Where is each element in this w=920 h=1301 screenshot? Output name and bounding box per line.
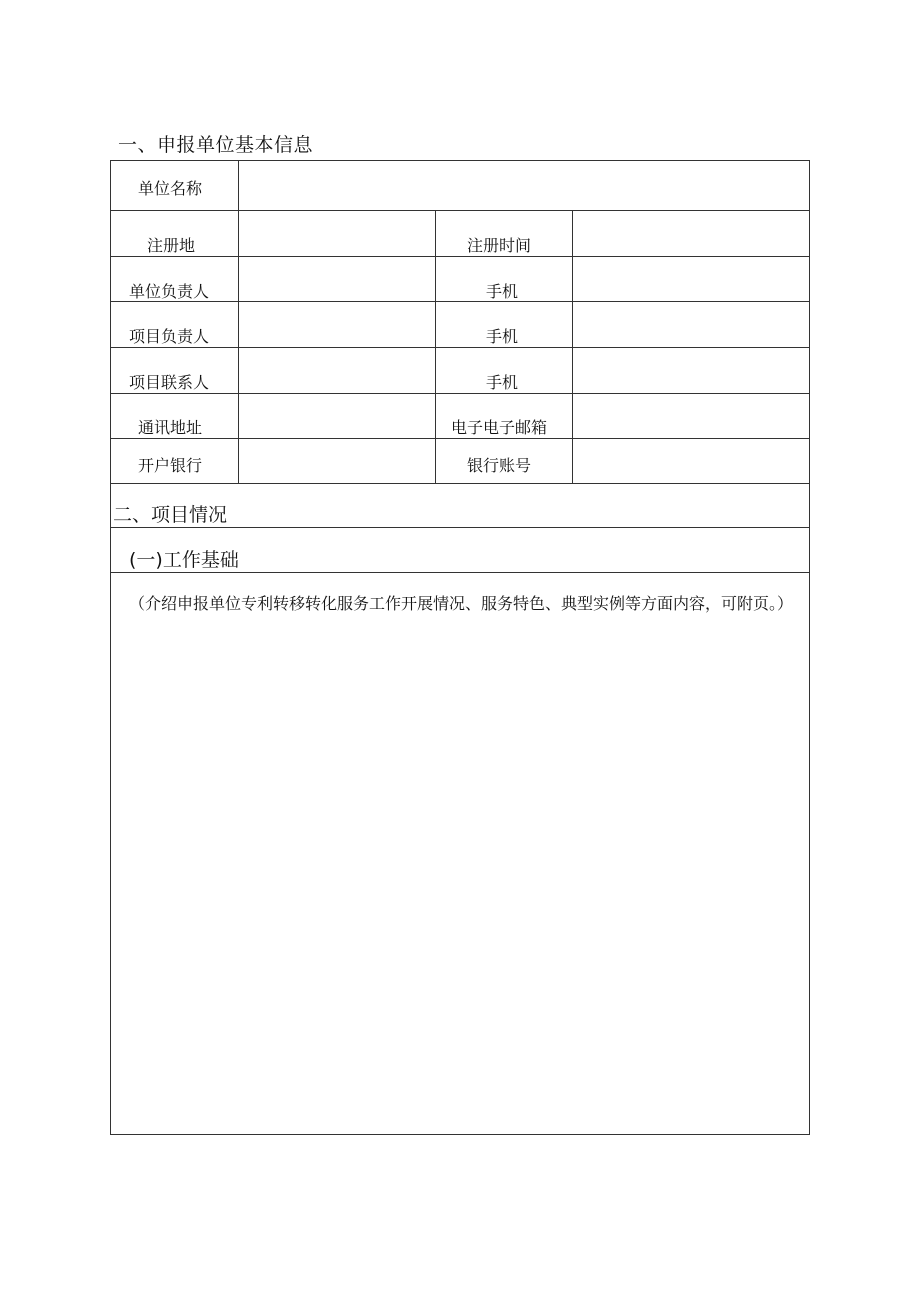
- label-bank: 开户银行: [138, 456, 203, 475]
- input-phone-1[interactable]: [573, 257, 809, 301]
- label-project-leader: 项目负责人: [129, 327, 210, 346]
- input-phone-3[interactable]: [573, 348, 809, 393]
- label-reg-place: 注册地: [147, 236, 196, 255]
- label-unit-leader: 单位负责人: [129, 282, 210, 301]
- label-phone-2: 手机: [486, 327, 519, 346]
- input-phone-2[interactable]: [573, 302, 809, 347]
- label-phone-3: 手机: [486, 373, 519, 392]
- input-reg-time[interactable]: [573, 211, 809, 256]
- input-address[interactable]: [239, 394, 435, 438]
- label-address: 通讯地址: [138, 418, 203, 437]
- input-project-contact[interactable]: [239, 348, 435, 393]
- input-email[interactable]: [573, 394, 809, 438]
- label-account: 银行账号: [467, 456, 532, 475]
- subsection-title-work-basis: (一)工作基础: [129, 549, 239, 571]
- input-bank[interactable]: [239, 439, 435, 483]
- input-account[interactable]: [573, 439, 809, 483]
- input-reg-place[interactable]: [239, 211, 435, 256]
- label-reg-time: 注册时间: [467, 236, 532, 255]
- input-unit-name[interactable]: [239, 161, 809, 210]
- section-title-basic-info: 一、申报单位基本信息: [118, 134, 314, 156]
- content-area[interactable]: [111, 573, 809, 1134]
- input-unit-leader[interactable]: [239, 257, 435, 301]
- label-phone-1: 手机: [486, 282, 519, 301]
- label-unit-name: 单位名称: [138, 179, 203, 198]
- application-form-table: [110, 160, 810, 1135]
- label-project-contact: 项目联系人: [129, 373, 210, 392]
- instruction-text: （介绍申报单位专利转移转化服务工作开展情况、服务特色、典型实例等方面内容，可附页。）: [129, 594, 794, 613]
- label-email: 电子电子邮箱: [451, 418, 548, 437]
- section-title-project: 二、项目情况: [113, 504, 228, 526]
- input-project-leader[interactable]: [239, 302, 435, 347]
